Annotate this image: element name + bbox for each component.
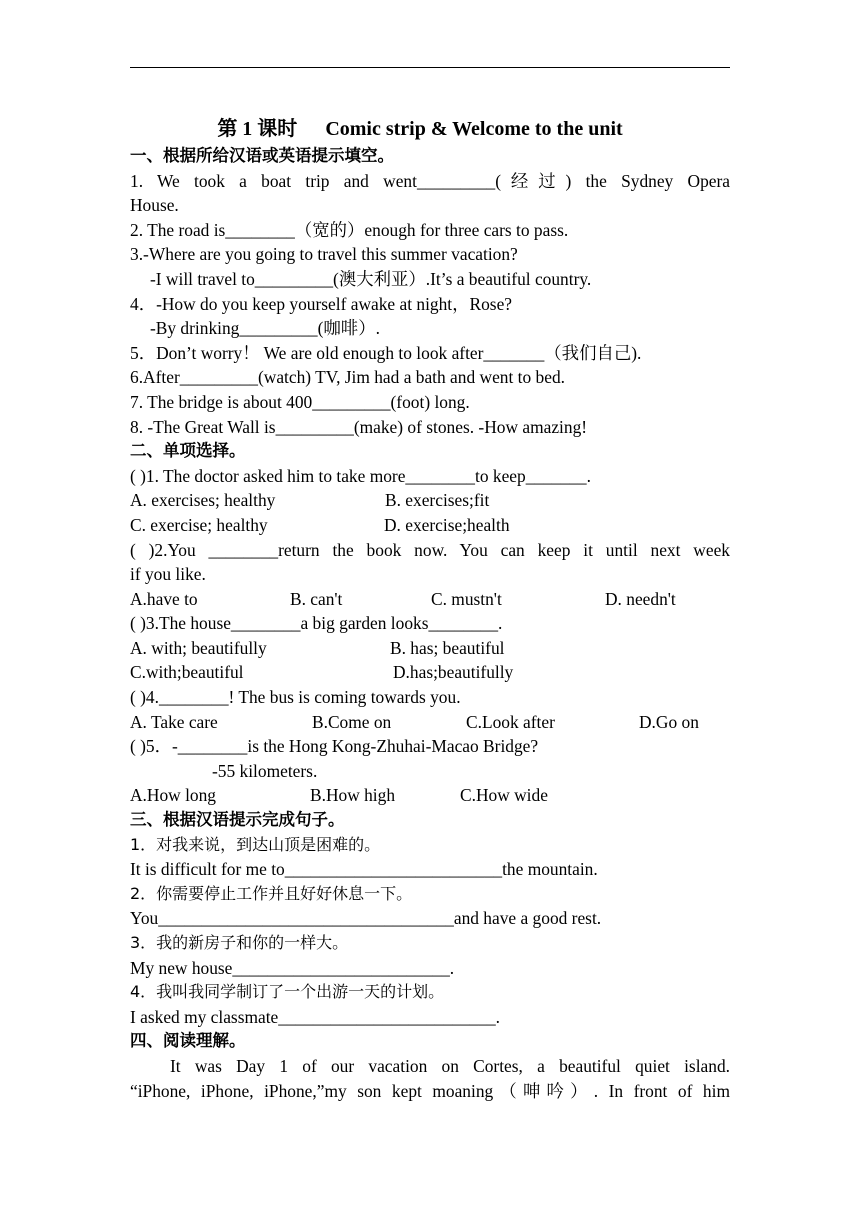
option: C. exercise; healthy [130,514,268,535]
option: C.How wide [460,785,548,806]
s2-q3: ( )3.The house________a big garden looks________. [130,613,503,634]
option: B. has; beautiful [390,637,505,658]
option: A. Take care [130,711,218,732]
s1-q4-line1: 4．-How do you keep yourself awake at night，Rose? [130,293,513,314]
option: A.have to [130,588,198,609]
section3-heading: 三、根据汉语提示完成句子。 [130,810,345,830]
s1-q1-line2: House. [130,195,179,216]
s2-q3-options-cd [130,660,730,685]
s1-q2: 2. The road is________（宽的）enough for three cars to pass. [130,219,569,240]
reading-passage-line1: It was Day 1 of our vacation on Cortes, a beautiful quiet island. [170,1055,730,1076]
reading-passage-line2: “iPhone, iPhone, iPhone,”my son kept moaning（呻吟）. In front of him [130,1080,730,1101]
page-title [110,114,730,144]
option: B.How high [310,785,396,806]
s2-q2-line1: ( )2.You ________return the book now. You can keep it until next week [130,539,730,560]
unit-title: Comic strip & Welcome to the unit [325,118,623,140]
option: C. mustn't [431,588,502,609]
s2-q1: ( )1. The doctor asked him to take more________to keep_______. [130,465,591,486]
option: A. exercises; healthy [130,490,276,511]
s2-q5-line2: -55 kilometers. [212,760,318,781]
s3-q2-english: You__________________________________and have a good rest. [130,908,602,929]
option: D. exercise;health [384,514,510,535]
s2-q2-line2: if you like. [130,564,206,585]
s2-q5-line1: ( )5．-________is the Hong Kong-Zhuhai-Macao Bridge? [130,736,539,757]
option: C.with;beautiful [130,662,244,683]
section1-heading: 一、根据所给汉语或英语提示填空。 [130,146,394,165]
s2-q4: ( )4.________! The bus is coming towards you. [130,687,461,708]
s1-q3-line1: 3.-Where are you going to travel this summer vacation? [130,244,518,265]
option: C.Look after [466,711,555,732]
s1-q3-line2: -I will travel to_________(澳大利亚）.It’s a beautiful country. [150,268,592,289]
option: D.Go on [639,711,699,732]
s2-q3-options-ab [130,636,730,661]
s1-q6: 6.After_________(watch) TV, Jim had a bath and went to bed. [130,367,565,388]
s2-q4-options [130,710,730,735]
s3-q4-english: I asked my classmate_________________________. [130,1006,500,1027]
option: A.How long [130,785,216,806]
worksheet [130,114,730,1103]
option: D.has;beautifully [393,662,514,683]
s1-q5: 5．Don’t worry！ We are old enough to look after_______（我们自己). [130,342,642,363]
s2-q5-options [130,783,730,808]
s3-q3-chinese: 3．我的新房子和你的一样大。 [130,933,349,952]
s3-q4-chinese: 4．我叫我同学制订了一个出游一天的计划。 [130,982,445,1002]
s3-q1-english: It is difficult for me to_________________________the mountain. [130,859,598,880]
option: B. can't [290,588,343,609]
s2-q1-options-ab [130,488,730,513]
option: B. exercises;fit [385,490,490,511]
s1-q1-line1: 1. We took a boat trip and went_________(经过) the Sydney Opera [130,170,730,191]
s3-q3-english: My new house_________________________. [130,957,455,978]
section2-heading: 二、单项选择。 [130,441,246,461]
header-rule [130,67,730,68]
s1-q7: 7. The bridge is about 400_________(foot) long. [130,391,470,412]
option: D. needn't [605,588,676,609]
option: A. with; beautifully [130,637,267,658]
s2-q1-options-cd [130,513,730,538]
s3-q2-chinese: 2．你需要停止工作并且好好休息一下。 [130,883,413,903]
section4-heading: 四、阅读理解。 [130,1031,246,1051]
s2-q2-options [130,587,730,612]
s1-q8: 8. -The Great Wall is_________(make) of stones. -How amazing! [130,416,588,437]
option: B.Come on [312,711,392,732]
lesson-label: 第 1 课时 [217,118,298,140]
s1-q4-line2: -By drinking_________(咖啡）. [150,318,380,339]
s3-q1-chinese: 1．对我来说，到达山顶是困难的。 [130,834,381,854]
